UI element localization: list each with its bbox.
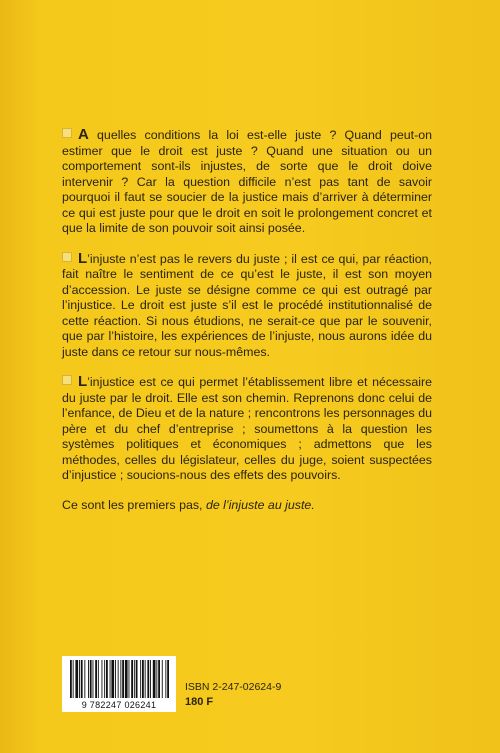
paragraph-text: ’injustice est ce qui permet l’établissement libre et nécessaire du juste par le droit. Elle est son chemin. Reprenons donc celui de l’enfance, de Dieu et de la nature ; rencontrons les personnages du père et du chef d’entreprise ; soumettons à la question les systèmes politiques et économiques ; admettons que les méthodes, celles du législateur, celles du juge, soient suspectées d’injustice ; soucions-nous des effets des pouvoirs. <box>62 375 432 482</box>
dropcap: L <box>78 373 88 390</box>
barcode-bar <box>90 660 92 698</box>
barcode-bar <box>120 660 121 698</box>
closing-prefix: Ce sont les premiers pas, <box>62 497 206 512</box>
barcode-bar <box>145 660 146 698</box>
barcode-bar <box>165 660 166 698</box>
square-bullet-icon <box>62 252 72 262</box>
paragraph-2 <box>62 251 432 361</box>
barcode-bar <box>111 660 114 698</box>
barcode-bar <box>167 660 169 698</box>
barcode-bar <box>142 660 144 698</box>
closing-title: de l’injuste au juste. <box>205 497 315 512</box>
closing-line <box>62 498 432 514</box>
barcode-bar <box>70 660 72 698</box>
barcode-bar <box>129 660 130 698</box>
barcode-bar <box>115 660 116 698</box>
barcode-bar <box>158 660 160 698</box>
paragraph-3 <box>62 374 432 484</box>
dropcap: A <box>78 126 89 143</box>
isbn-number: ISBN 2-247-02624-9 <box>185 681 282 693</box>
barcode-bars-icon <box>68 660 170 700</box>
barcode-bar <box>98 660 99 698</box>
price-label: 180 F <box>185 696 214 708</box>
barcode-bar <box>75 660 78 698</box>
barcode-bar <box>106 660 108 698</box>
barcode-bar <box>79 660 80 698</box>
barcode-bar <box>104 660 105 698</box>
barcode-bar <box>125 660 128 698</box>
barcode-bar <box>131 660 133 698</box>
barcode-bar <box>118 660 119 698</box>
square-bullet-icon <box>62 128 72 138</box>
barcode-bar <box>140 660 141 698</box>
barcode-bar <box>102 660 103 698</box>
paragraph-text: ’injuste n’est pas le revers du juste ; il est ce qui, par réaction, fait naître le sentiment de ce qu’est le juste, il est son moyen d’accession. Le juste se désigne comme ce qui est outragé par l’injustice. Le droit est juste s’il est le procédé institutionnalisé de cette réaction. Si nous étudions, ne serait-ce que par le souvenir, que par l’histoire, les expériences de l’injuste, nous aurons idée du juste dans ce retour sur nous-mêmes. <box>62 251 432 359</box>
paragraph-text: quelles conditions la loi est-elle juste ? Quand peut-on estimer que le droit est juste ? Quand une situation ou un comportement sont-ils injustes, de sorte que le droit doive intervenir ? Car la question difficile n’est pas tant de savoir pourquoi il faut se soucier de la justice mais d’arriver à déterminer ce qui est juste pour que le droit en soit le prolongement concret et que la limite de son pouvoir soit ainsi posée. <box>62 128 432 235</box>
blurb-text <box>62 127 432 513</box>
barcode-bar <box>147 660 149 698</box>
barcode-bar <box>122 660 124 698</box>
barcode-bar <box>110 660 111 698</box>
barcode <box>62 656 176 712</box>
barcode-bar <box>93 660 94 698</box>
barcode-bar <box>150 660 151 698</box>
barcode-bar <box>134 660 135 698</box>
barcode-bar <box>88 660 89 698</box>
barcode-bar <box>162 660 163 698</box>
paragraph-1 <box>62 127 432 237</box>
barcode-bar <box>95 660 97 698</box>
barcode-bar <box>84 660 85 698</box>
barcode-bar <box>73 660 74 698</box>
square-bullet-icon <box>62 375 72 385</box>
dropcap: L <box>78 249 88 267</box>
barcode-digits: 9 782247 026241 <box>81 700 157 710</box>
barcode-bar <box>156 660 157 698</box>
barcode-bar <box>153 660 156 698</box>
barcode-bar <box>136 660 138 698</box>
barcode-bar <box>81 660 83 698</box>
